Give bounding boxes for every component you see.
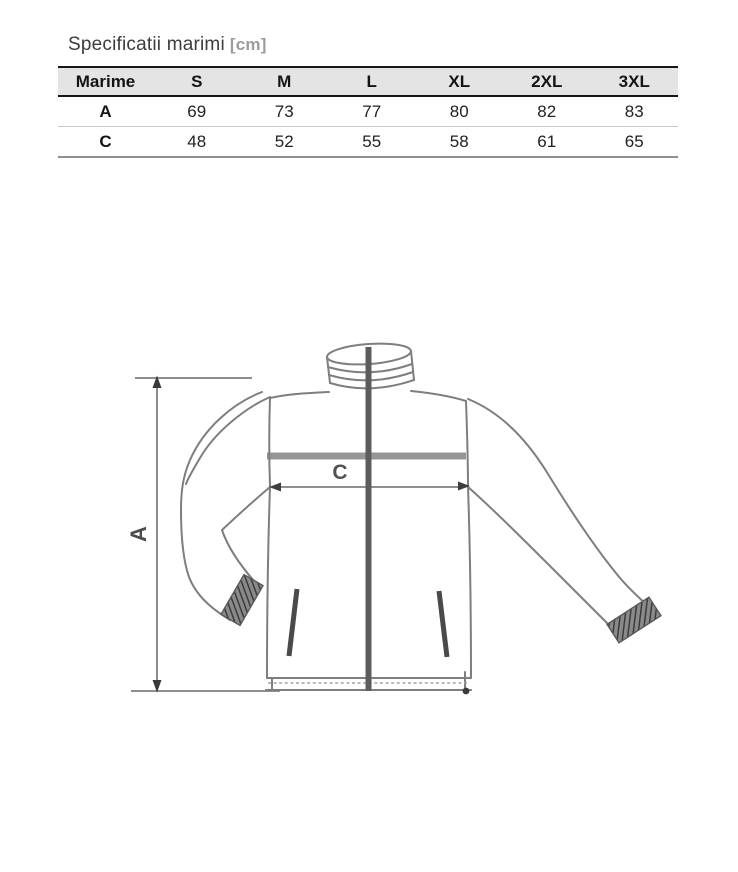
- row-label-c: C: [99, 131, 112, 151]
- jacket-outline: [181, 341, 651, 690]
- table-row-a: [58, 97, 678, 127]
- value-c-m: 52: [274, 131, 294, 151]
- right-cuff: [607, 597, 661, 643]
- header-cell-xl: XL: [448, 71, 471, 91]
- size-table: [58, 66, 678, 158]
- header-cell-m: M: [277, 71, 292, 91]
- header-cell-marime: Marime: [75, 71, 136, 91]
- title-unit-cm: [cm]: [229, 35, 267, 54]
- header-cell-2xl: 2XL: [531, 71, 563, 91]
- front-zipper: [366, 347, 372, 691]
- header-cell-s: S: [191, 71, 203, 91]
- label-c: C: [332, 461, 348, 484]
- header-cell-3xl: 3XL: [618, 71, 650, 91]
- value-a-xl: 80: [449, 101, 469, 121]
- dimension-line-a: [131, 378, 280, 691]
- header-cell-l: L: [366, 71, 377, 91]
- table-row-c: [58, 127, 678, 156]
- hem-end-dot: [463, 688, 470, 695]
- row-label-a: A: [99, 101, 112, 121]
- value-a-l: 77: [362, 101, 382, 121]
- value-c-xl: 58: [449, 131, 469, 151]
- value-a-m: 73: [274, 101, 294, 121]
- value-a-s: 69: [187, 101, 207, 121]
- title-text: Specificatii marimi: [68, 34, 225, 55]
- label-a: A: [126, 526, 151, 542]
- right-pocket-zip: [439, 591, 447, 657]
- jacket-technical-drawing: [110, 325, 730, 710]
- value-c-l: 55: [362, 131, 382, 151]
- value-c-s: 48: [187, 131, 207, 151]
- value-a-2xl: 82: [537, 101, 557, 121]
- left-pocket-zip: [289, 589, 297, 656]
- right-sleeve: [468, 399, 651, 632]
- page-title: [68, 34, 267, 56]
- left-cuff: [221, 575, 263, 626]
- value-a-3xl: 83: [624, 101, 644, 121]
- value-c-3xl: 65: [624, 131, 644, 151]
- value-c-2xl: 61: [537, 131, 557, 151]
- size-table-header-row: [58, 68, 678, 97]
